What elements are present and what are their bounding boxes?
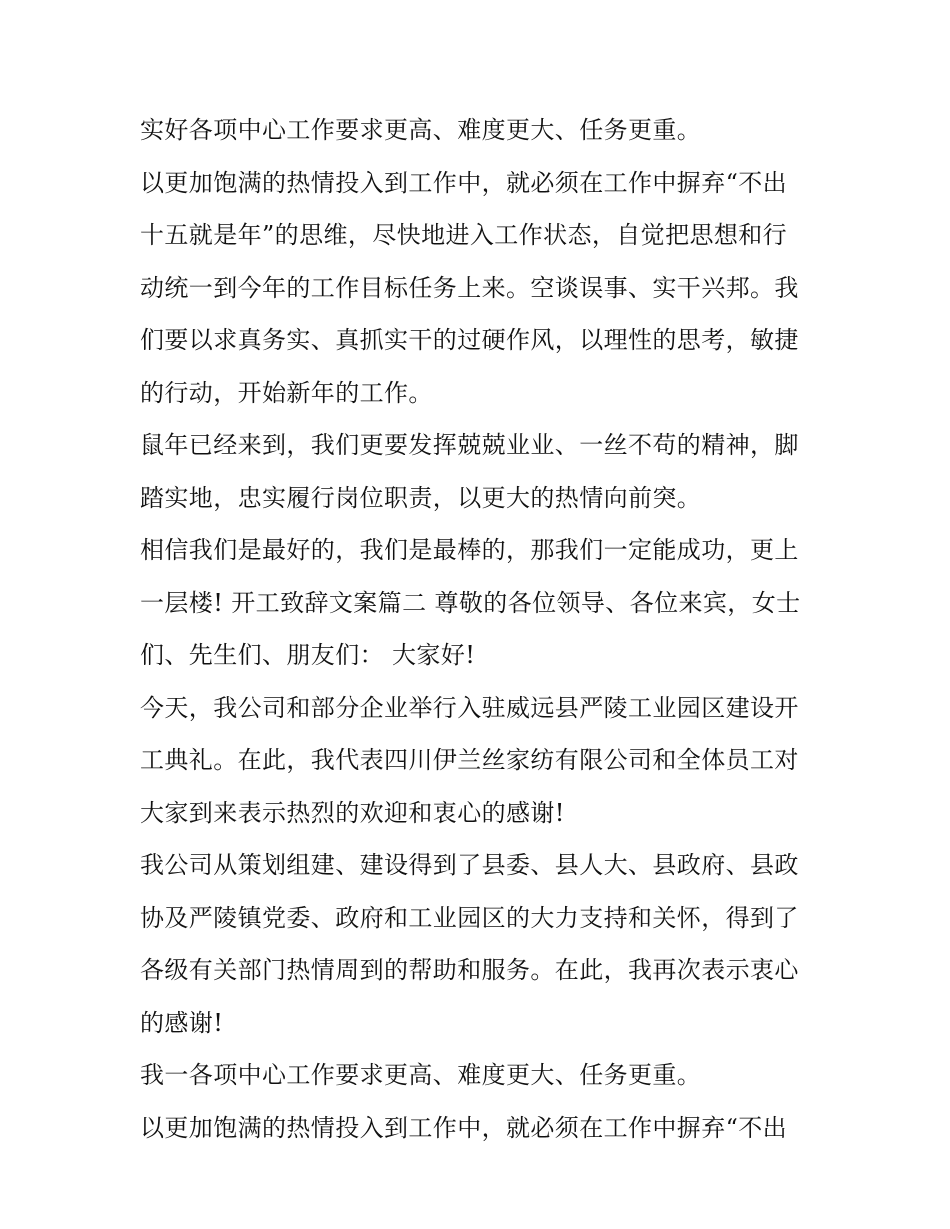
text-line: 今天，我公司和部分企业举行入驻威远县严陵工业园区建设开 <box>140 693 799 722</box>
text-line: 我公司从策划组建、建设得到了县委、县人大、县政府、县政 <box>140 851 799 879</box>
text-line: 踏实地，忠实履行岗位职责，以更大的热情向前突。 <box>140 483 702 512</box>
text-line: 各级有关部门热情周到的帮助和服务。在此，我再次表示衷心 <box>140 956 799 984</box>
text-line: 我一各项中心工作要求更高、难度更大、任务更重。 <box>140 1061 702 1089</box>
text-line: 实好各项中心工作要求更高、难度更大、任务更重。 <box>140 116 702 144</box>
text-line: 鼠年已经来到，我们更要发挥兢兢业业、一丝不苟的精神，脚 <box>140 431 799 459</box>
text-line: 们要以求真务实、真抓实干的过硬作风，以理性的思考，敏捷 <box>140 326 799 354</box>
text-line: 动统一到今年的工作目标任务上来。空谈误事、实干兴邦。我 <box>140 273 799 302</box>
text-line: 以更加饱满的热情投入到工作中，就必须在工作中摒弃“不出 <box>140 1113 788 1142</box>
text-line: 协及严陵镇党委、政府和工业园区的大力支持和关怀，得到了 <box>140 903 799 932</box>
text-line: 们、先生们、朋友们： 大家好! <box>140 641 476 669</box>
text-line: 的感谢! <box>140 1008 224 1037</box>
text-line: 相信我们是最好的，我们是最棒的，那我们一定能成功，更上 <box>140 536 799 564</box>
text-line: 的行动，开始新年的工作。 <box>140 378 433 407</box>
text-line: 大家到来表示热烈的欢迎和衷心的感谢! <box>140 798 565 827</box>
text-line: 以更加饱满的热情投入到工作中，就必须在工作中摒弃“不出 <box>140 168 788 197</box>
text-line: 工典礼。在此，我代表四川伊兰丝家纺有限公司和全体员工对 <box>140 746 799 774</box>
text-line: 一层楼! 开工致辞文案篇二 尊敬的各位领导、各位来宾，女士 <box>140 588 801 617</box>
text-line: 十五就是年”的思维，尽快地进入工作状态，自觉把思想和行 <box>140 221 788 249</box>
document-body <box>140 104 820 1154</box>
